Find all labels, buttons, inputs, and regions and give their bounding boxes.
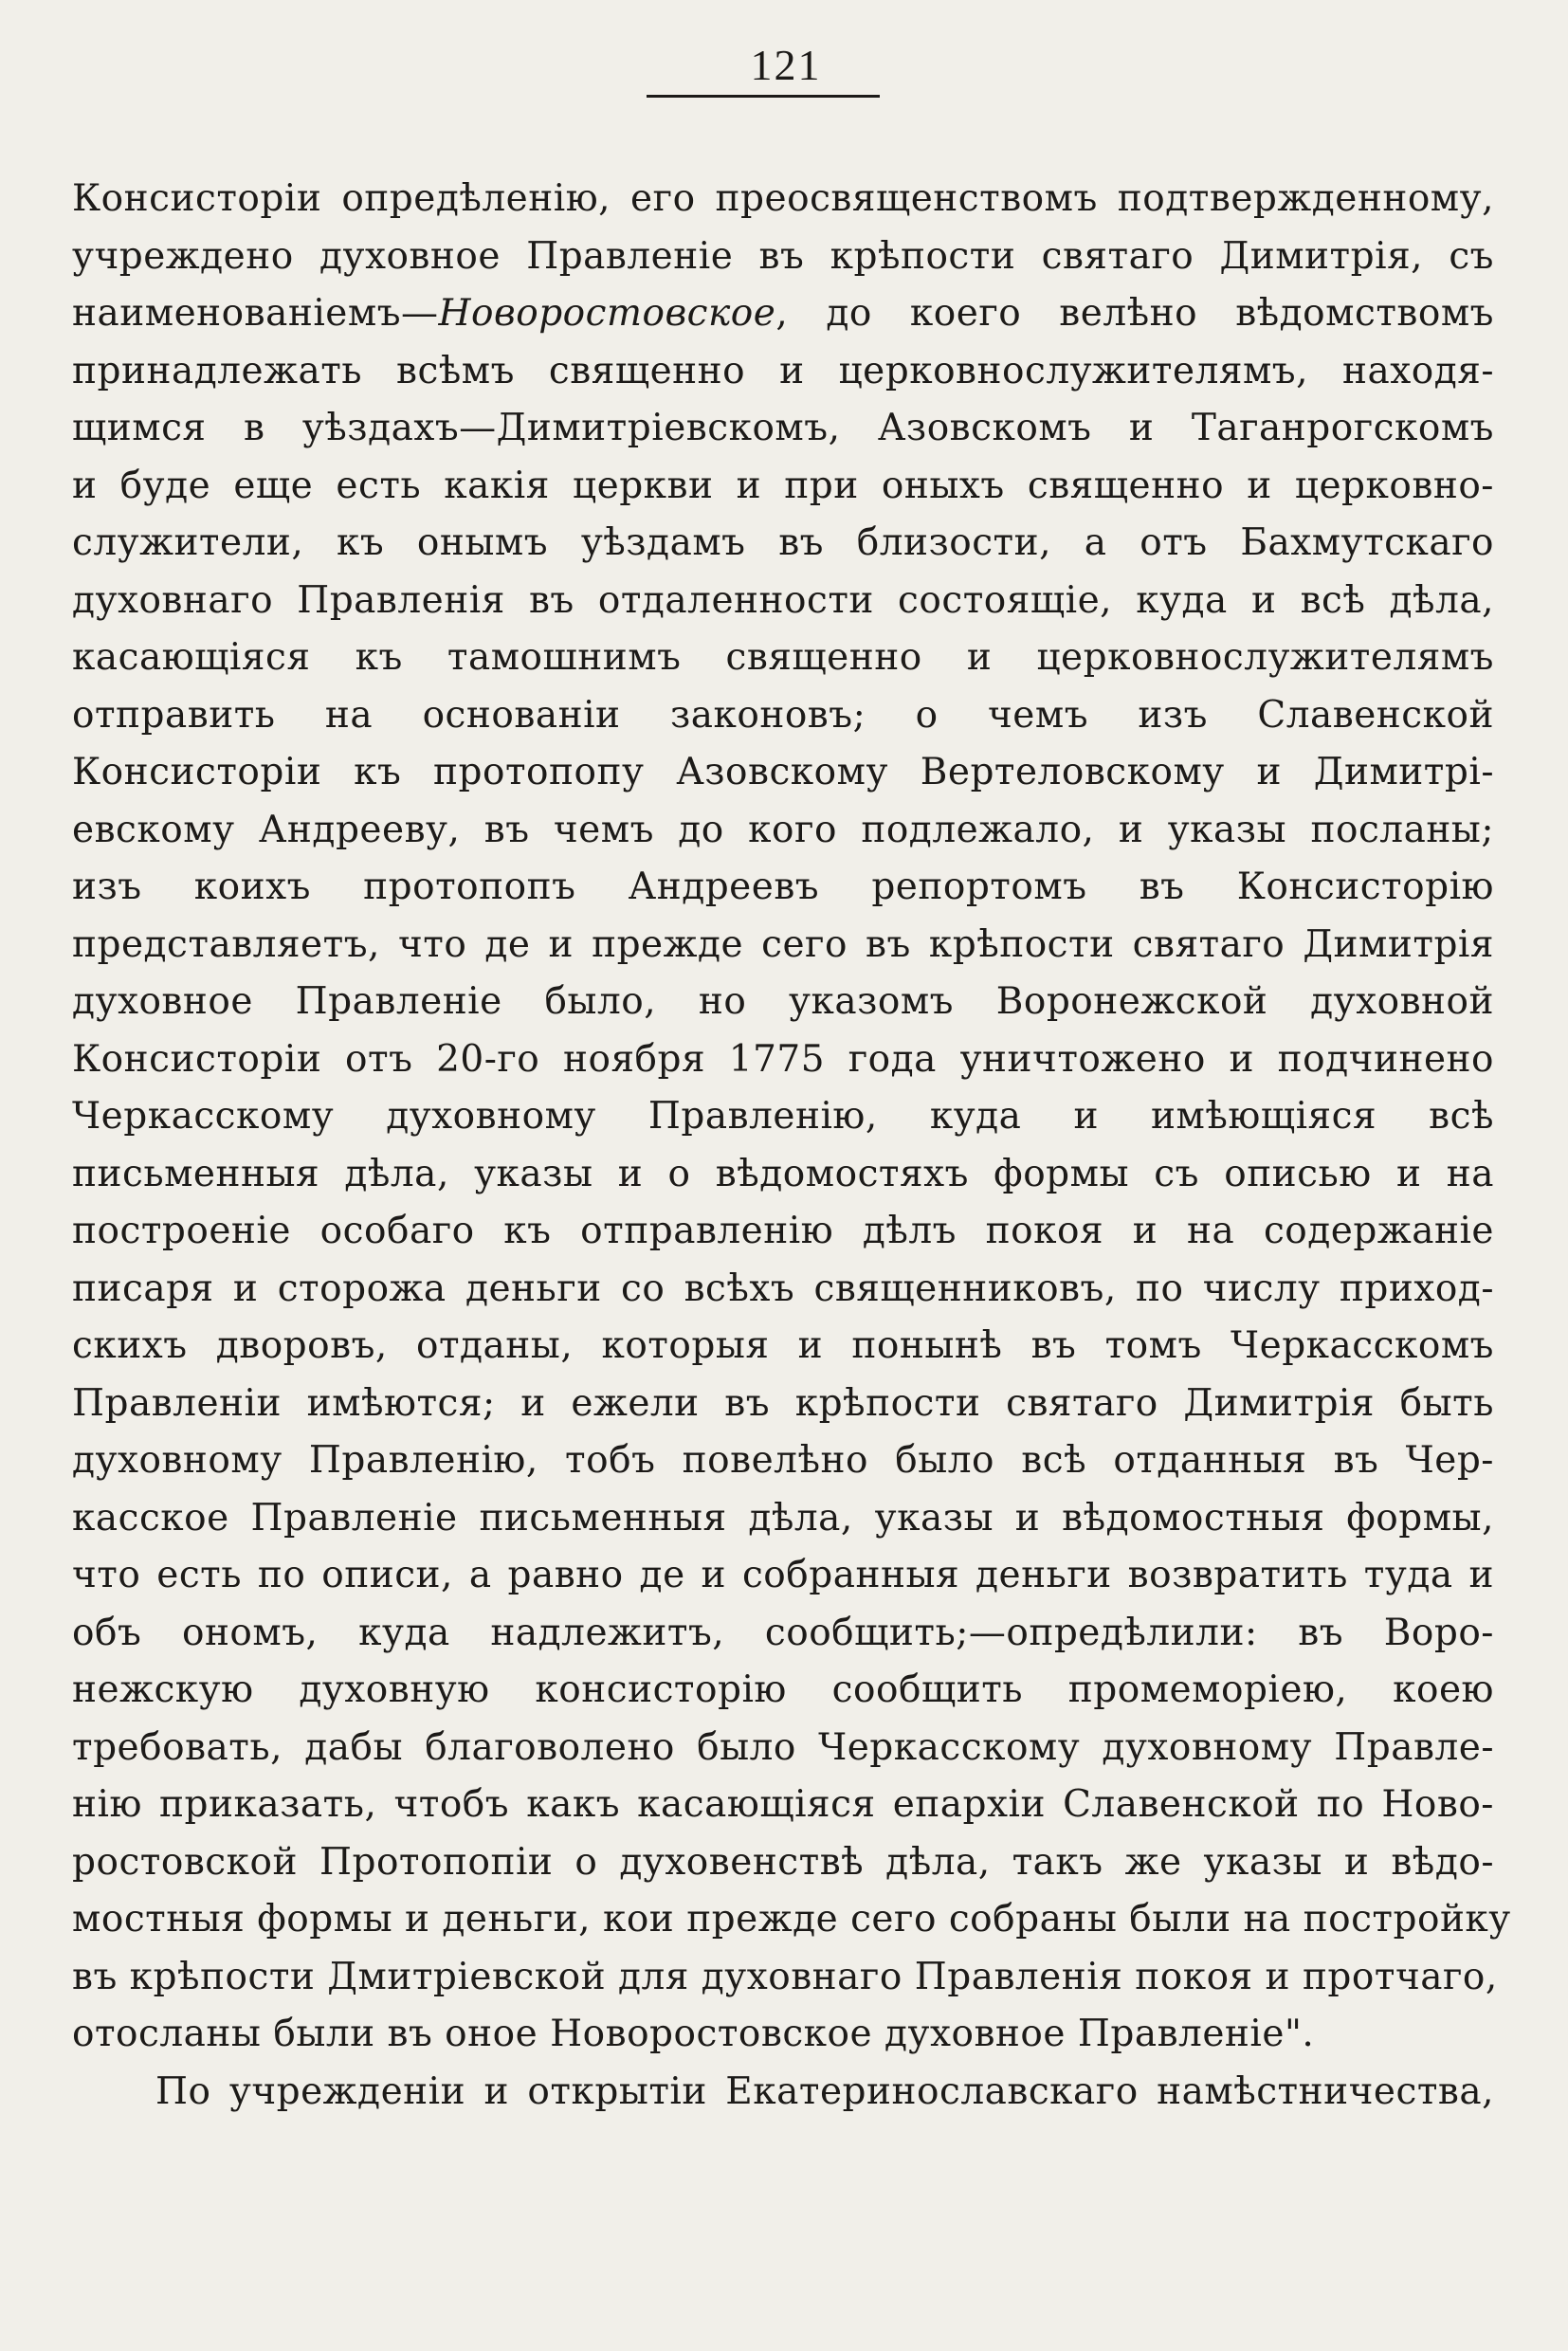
page-number: 121 bbox=[750, 41, 822, 89]
text-line: принадлежать всѣмъ священно и церковнослужителямъ, находя- bbox=[72, 349, 1494, 392]
page-number-container bbox=[0, 38, 1568, 93]
text-line: представляетъ, что де и прежде сего въ крѣпости святаго Димитрія bbox=[72, 922, 1494, 966]
text-line: мостныя формы и деньги, кои прежде сего собраны были на постройку bbox=[72, 1898, 1511, 1941]
text-line: Консисторіи къ протопопу Азовскому Вертеловскому и Димитрі- bbox=[72, 751, 1494, 793]
text-line: объ ономъ, куда надлежитъ, сообщить;—опредѣлили: въ Воро- bbox=[72, 1611, 1494, 1654]
text-line: щимся в уѣздахъ—Димитріевскомъ, Азовскомъ и Таганрогскомъ bbox=[72, 407, 1494, 449]
text-line: и буде еще есть какія церкви и при оныхъ священно и церковно- bbox=[72, 464, 1494, 507]
text-line: въ крѣпости Дмитріевской для духовнаго Правленія покоя и протчаго, bbox=[72, 1955, 1498, 1998]
text-line: что есть по описи, а равно де и собранныя деньги возвратить туда и bbox=[72, 1554, 1494, 1596]
text-line: скихъ дворовъ, отданы, которыя и понынѣ въ томъ Черкасскомъ bbox=[72, 1324, 1494, 1367]
text-line: построеніе особаго къ отправленію дѣлъ покоя и на содержаніе bbox=[72, 1210, 1494, 1252]
text-line: письменныя дѣла, указы и о вѣдомостяхъ формы съ описью и на bbox=[72, 1152, 1494, 1195]
text-line: духовное Правленіе было, но указомъ Воронежской духовной bbox=[72, 980, 1494, 1023]
text-line: требовать, дабы благоволено было Черкасскому духовному Правле- bbox=[72, 1725, 1494, 1769]
emphasized-name: Новоростовское bbox=[438, 292, 776, 335]
text-line: духовному Правленію, тобъ повелѣно было всѣ отданныя въ Чер- bbox=[72, 1439, 1494, 1482]
text-line: касающіяся къ тамошнимъ священно и церковнослужителямъ bbox=[72, 636, 1494, 679]
text-line: нежскую духовную консисторію сообщить промеморіею, коею bbox=[72, 1668, 1494, 1711]
paragraph-start-line: По учрежденіи и открытіи Екатеринославскаго намѣстничества, bbox=[155, 2069, 1494, 2113]
text-line: писаря и сторожа деньги со всѣхъ священниковъ, по числу приход- bbox=[72, 1267, 1494, 1310]
text-line-head: наименованіемъ— bbox=[72, 292, 439, 335]
text-line: нію приказать, чтобъ какъ касающіяся епархіи Славенской по Ново- bbox=[72, 1783, 1494, 1826]
body-text bbox=[72, 171, 1511, 2121]
text-line-with-emphasis bbox=[72, 285, 1494, 343]
text-line: евскому Андрееву, въ чемъ до кого подлежало, и указы посланы; bbox=[72, 808, 1494, 851]
text-line: Консисторіи опредѣленію, его преосвященствомъ подтвержденному, bbox=[72, 177, 1494, 220]
text-line: служители, къ онымъ уѣздамъ въ близости, а отъ Бахмутскаго bbox=[72, 521, 1494, 564]
text-line: изъ коихъ протопопъ Андреевъ репортомъ въ Консисторію bbox=[72, 866, 1494, 908]
text-line-tail: , до коего велѣно вѣдомствомъ bbox=[775, 292, 1494, 335]
text-line: Черкасскому духовному Правленію, куда и имѣющіяся всѣ bbox=[72, 1095, 1494, 1138]
text-line: Консисторіи отъ 20-го ноября 1775 года уничтожено и подчинено bbox=[72, 1037, 1494, 1081]
paragraph-end-line: отосланы были въ оное Новоростовское духовное Правленіе". bbox=[72, 2013, 1315, 2055]
text-line: отправить на основаніи законовъ; о чемъ изъ Славенской bbox=[72, 693, 1494, 737]
page-number-rule bbox=[647, 95, 880, 98]
text-line: учреждено духовное Правленіе въ крѣпости святаго Димитрія, съ bbox=[72, 234, 1494, 278]
text-line: касское Правленіе письменныя дѣла, указы и вѣдомостныя формы, bbox=[72, 1496, 1494, 1540]
text-line: духовнаго Правленія въ отдаленности состоящіе, куда и всѣ дѣла, bbox=[72, 578, 1494, 622]
text-line: ростовской Протопопіи о духовенствѣ дѣла, такъ же указы и вѣдо- bbox=[72, 1840, 1494, 1884]
text-line: Правленіи имѣются; и ежели въ крѣпости святаго Димитрія быть bbox=[72, 1381, 1494, 1425]
